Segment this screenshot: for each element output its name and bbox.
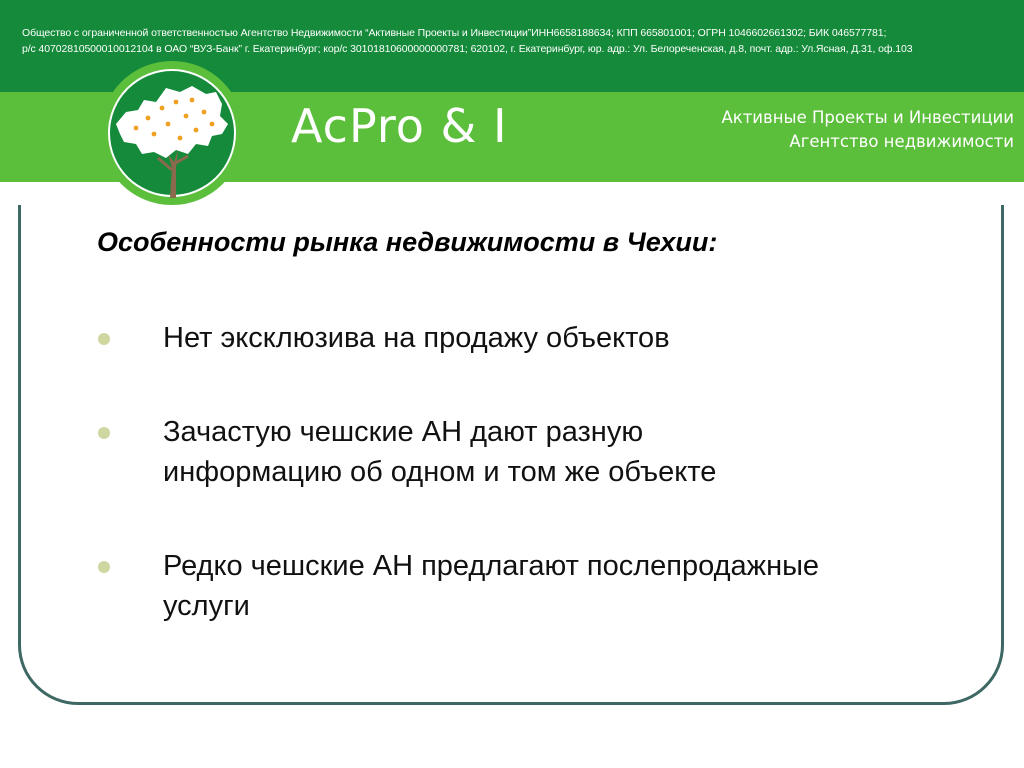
legal-info bbox=[22, 25, 1012, 57]
legal-line-1: Общество с ограниченной ответственностью Агентство Недвижимости “Активные Проекты и Инвестиции”ИНН6658188634; КПП 665801001; ОГРН 1046602661302; БИК 046577781; bbox=[22, 27, 887, 39]
bullet-text-line: услуги bbox=[163, 590, 250, 622]
bullet-item bbox=[98, 412, 978, 492]
tagline bbox=[721, 106, 1014, 154]
tagline-line-1: Активные Проекты и Инвестиции bbox=[721, 108, 1014, 127]
bullet-text-line: Зачастую чешские АН дают разную bbox=[163, 416, 644, 448]
tree-map-logo-icon bbox=[96, 58, 248, 208]
bullet-text-line: Редко чешские АН предлагают послепродажные bbox=[163, 550, 820, 582]
tagline-line-2: Агентство недвижимости bbox=[789, 132, 1014, 151]
bullet-item bbox=[98, 318, 978, 358]
bullet-icon bbox=[98, 561, 110, 573]
brand-name: AcPro & I bbox=[291, 99, 508, 153]
bullet-text-line: Нет эксклюзива на продажу объектов bbox=[163, 322, 670, 354]
bullet-item bbox=[98, 546, 978, 626]
slide-title: Особенности рынка недвижимости в Чехии: bbox=[97, 227, 718, 257]
bullet-list bbox=[98, 318, 978, 680]
legal-line-2: р/с 40702810500010012104 в ОАО “ВУЗ-Банк” г. Екатеринбург; кор/с 30101810600000000781; 620102, г. Екатеринбург, юр. адр.: Ул. Белореченская, д.8, почт. адр.: Ул.Ясная, Д.31, оф.103 bbox=[22, 43, 913, 55]
bullet-icon bbox=[98, 333, 110, 345]
bullet-icon bbox=[98, 427, 110, 439]
bullet-text-line: информацию об одном и том же объекте bbox=[163, 456, 717, 488]
